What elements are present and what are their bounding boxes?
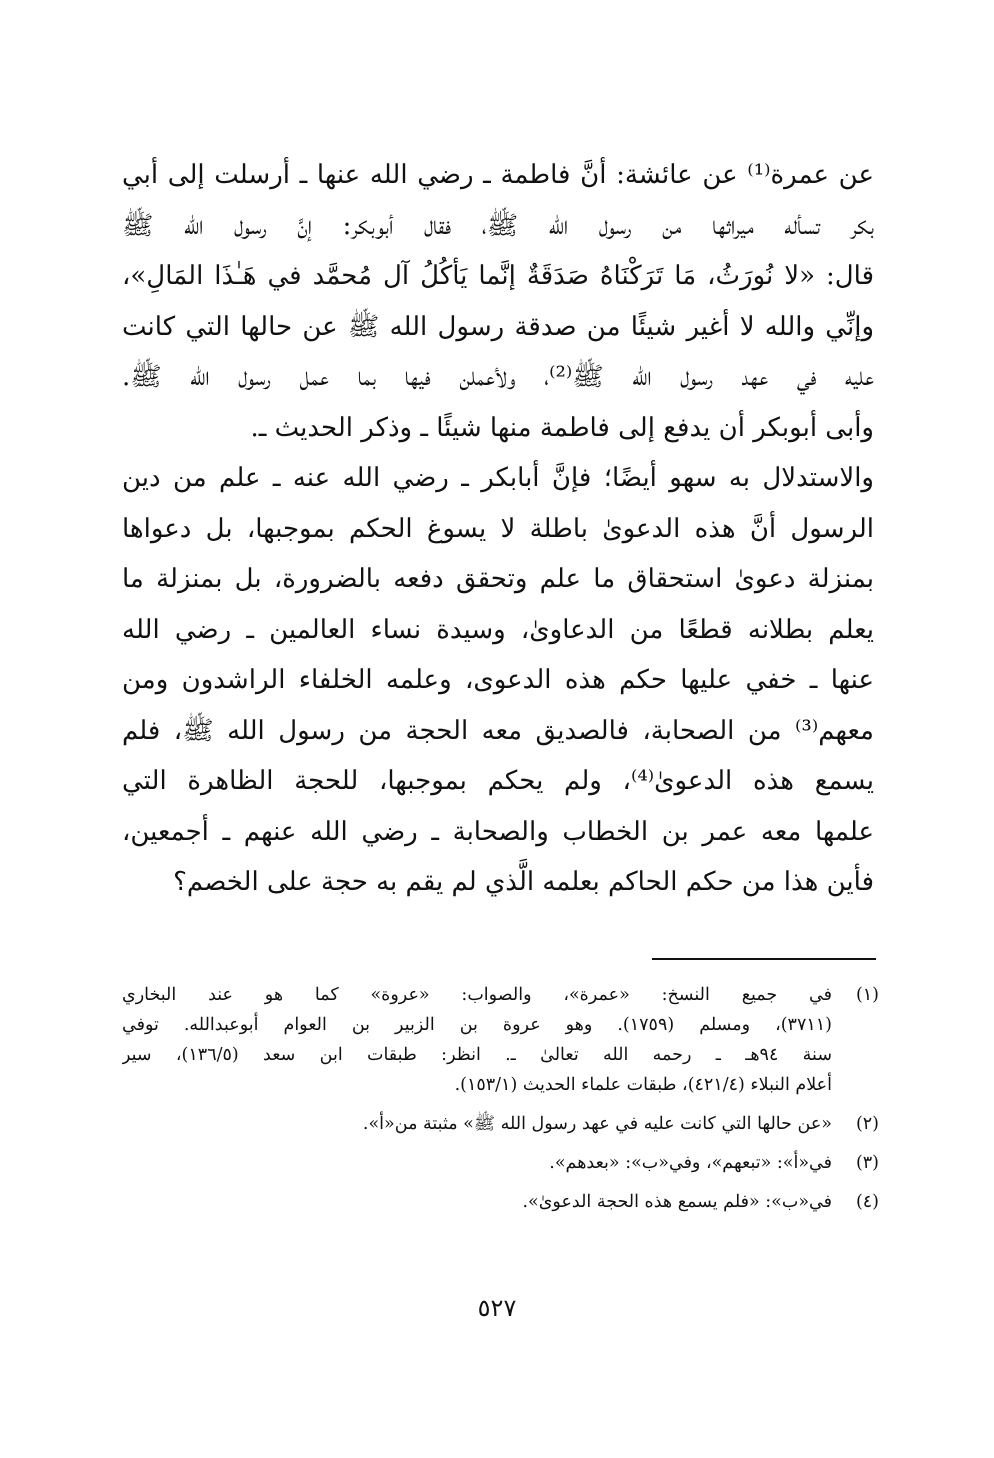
page-number: ٥٢٧ <box>477 1294 517 1322</box>
footnote-line: (٣٧١١)، ومسلم (١٧٥٩). وهو عروة بن الزبير بن العوام أبوعبدالله. توفي <box>122 1015 832 1035</box>
main-text-line: يعلم بطلانه قطعًا من الدعاوىٰ، وسيدة نساء العالمين ـ رضي الله <box>122 614 874 645</box>
main-text-line: يسمع هذه الدعوىٰ⁽⁴⁾، ولم يحكم بموجبها، للحجة الظاهرة التي <box>122 766 874 796</box>
footnote-2 <box>122 1109 879 1139</box>
footnote-number: (٣) <box>855 1153 879 1173</box>
footnote-separator <box>652 958 876 960</box>
main-text-line: معهم⁽³⁾ من الصحابة، فالصديق معه الحجة من رسول الله ﷺ، فلم <box>122 715 874 746</box>
footnote-text <box>122 1187 832 1217</box>
footnote-text <box>122 980 832 1100</box>
footnote-line: في جميع النسخ: «عمرة»، والصواب: «عروة» كما هو عند البخاري <box>122 985 832 1005</box>
footnote-number: (٤) <box>855 1192 879 1212</box>
main-text-line: عن عمرة⁽¹⁾ عن عائشة: أنَّ فاطمة ـ رضي الله عنها ـ أرسلت إلى أبي <box>122 160 874 190</box>
main-text-line: وإنِّي والله لا أغير شيئًا من صدقة رسول الله ﷺ عن حالها التي كانت <box>122 311 874 342</box>
footnote-1 <box>122 980 879 1100</box>
footnote-line: أعلام النبلاء (٤٢١/٤)، طبقات علماء الحديث (١٥٣/١). <box>454 1075 832 1095</box>
main-text-line: الرسول أنَّ هذه الدعوىٰ باطلة لا يسوغ الحكم بموجبها، بل دعواها <box>122 513 874 544</box>
main-text-line: علمها معه عمر بن الخطاب والصحابة ـ رضي الله عنهم ـ أجمعين، <box>122 816 874 847</box>
main-text-line: فأين هذا من حكم الحاكم بعلمه الَّذي لم يقم به حجة على الخصم؟ <box>173 867 874 897</box>
footnote-line: سنة ٩٤هـ ـ رحمه الله تعالىٰ ـ. انظر: طبقات ابن سعد (١٣٦/٥)، سير <box>122 1045 832 1065</box>
footnote-line: في«أ»: «تبعهم»، وفي«ب»: «بعدهم». <box>549 1153 832 1173</box>
footnote-text <box>122 1109 832 1139</box>
footnote-number: (١) <box>855 985 879 1005</box>
main-text-line: وأبى أبوبكر أن يدفع إلى فاطمة منها شيئًا ـ وذكر الحديث ـ. <box>250 412 874 443</box>
footnote-line: في«ب»: «فلم يسمع هذه الحجة الدعوىٰ». <box>522 1192 832 1212</box>
main-text-line: عنها ـ خفي عليها حكم هذه الدعوى، وعلمه الخلفاء الراشدون ومن <box>122 665 874 695</box>
footnote-3 <box>122 1148 879 1178</box>
main-text-block <box>122 150 874 908</box>
footnote-text <box>122 1148 832 1178</box>
main-text-line: بمنزلة دعوىٰ استحقاق ما علم وتحقق دفعه بالضرورة، بل بمنزلة ما <box>122 564 874 594</box>
main-text-line: قال: «لا نُورَثُ، مَا تَرَكْنَاهُ صَدَقَةٌ إنَّما يَأكُلُ آل مُحمَّد في هَـٰذَا المَالِ»، <box>122 261 874 291</box>
footnote-4 <box>122 1187 879 1217</box>
main-text-line: بكر تسأله ميراثها من رسول الله ﷺ، فقال أبوبكر: إنَّ رسول الله ﷺ <box>122 210 874 241</box>
footnote-number: (٢) <box>855 1114 879 1134</box>
footnote-line: «عن حالها التي كانت عليه في عهد رسول الله ﷺ» مثبتة من«أ». <box>362 1114 832 1134</box>
main-text-line: والاستدلال به سهو أيضًا؛ فإنَّ أبابكر ـ رضي الله عنه ـ علم من دين <box>122 463 874 493</box>
footnotes-block <box>122 980 879 1217</box>
main-text-line: عليه في عهد رسول الله ﷺ⁽²⁾، ولأعملن فيها بما عمل رسول الله ﷺ. <box>122 362 874 392</box>
